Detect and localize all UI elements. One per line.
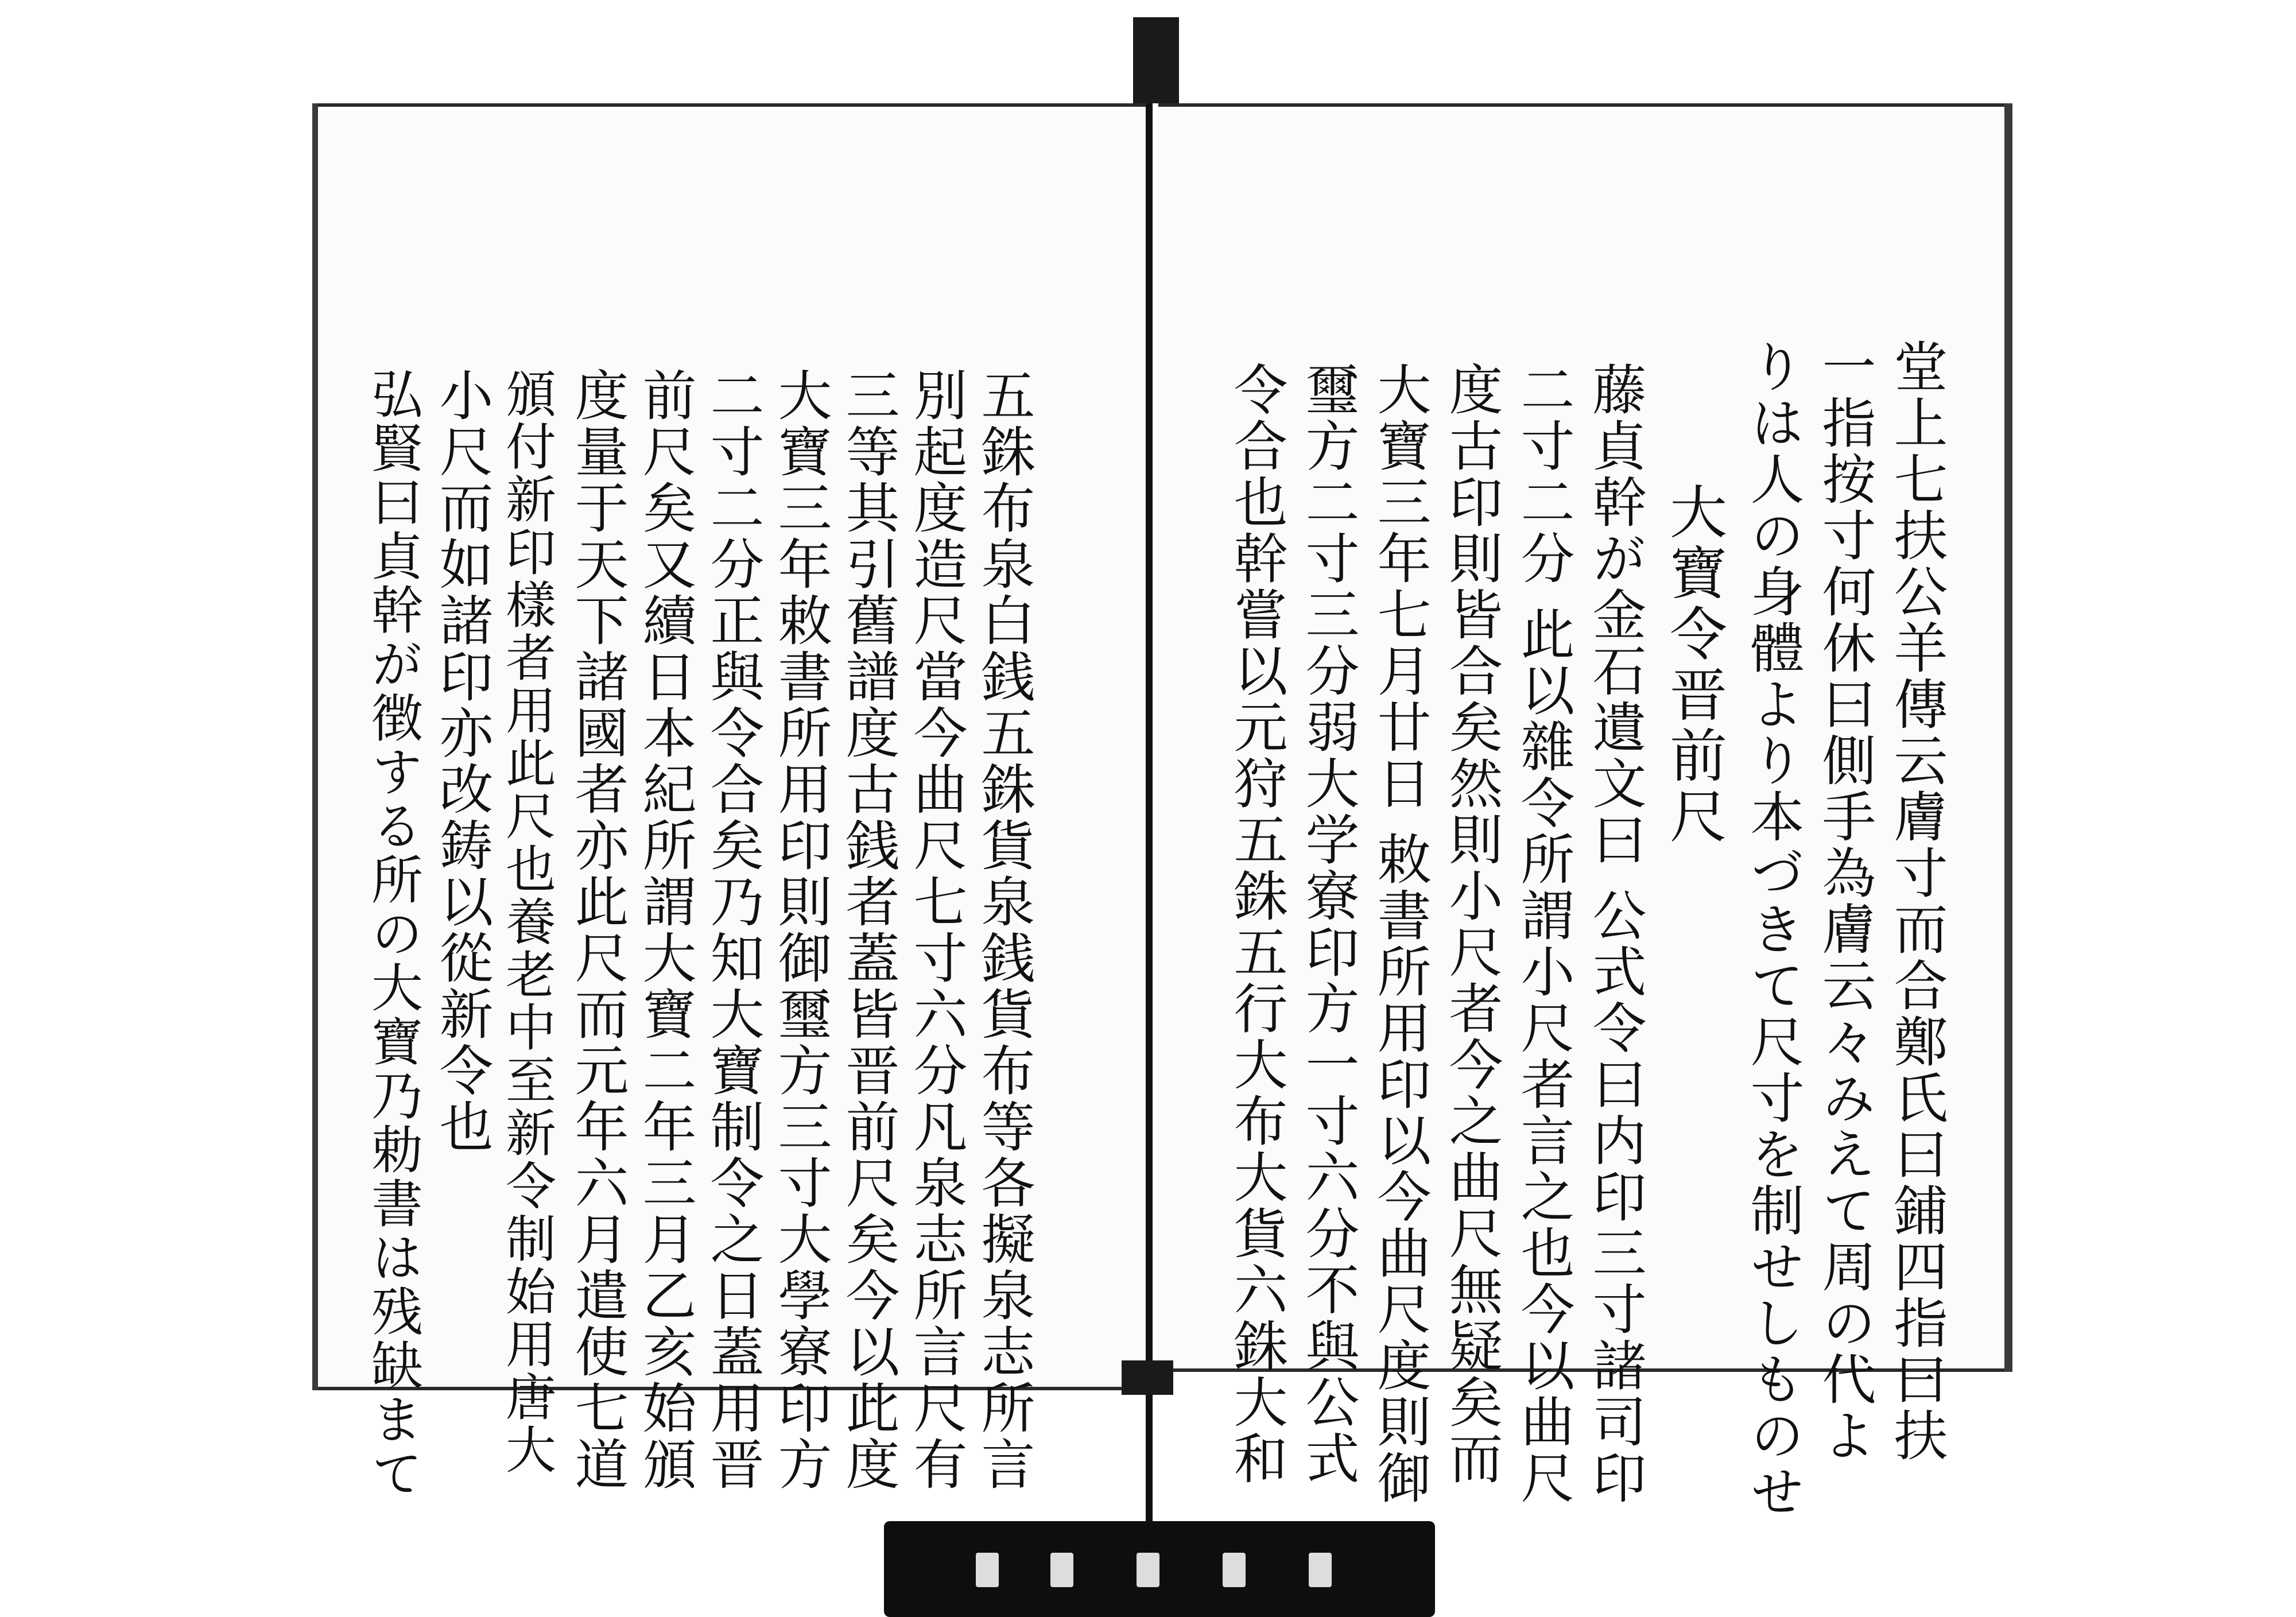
right-page-edge [2004,103,2012,1372]
right-page-body-line-1: 藤貞幹が金石遺文曰 公式令曰内印三寸諸司印 [1583,362,1646,1506]
stand-hole [1137,1553,1159,1587]
right-page-body-line-2: 二寸二分 此以雜令所謂小尺者言之也今以曲尺 [1511,362,1574,1506]
left-page-line-7: 度量于天下諸國者亦此尺而元年六月遣使七道 [565,367,628,1492]
book-stand [884,1521,1435,1617]
left-page-line-9: 小尺而如諸印亦改鋳以從新令也 [430,367,492,1155]
book-spine [1146,69,1153,1538]
left-page-line-2: 別起度造尺當今曲尺七寸六分凡泉志所言尺有 [904,367,967,1492]
left-page-line-1: 五銖布泉白銭五銖貨泉銭貨布等各擬泉志所言 [972,367,1034,1492]
binding-clip-top [1133,17,1179,103]
right-page-body-line-6: 令合也幹嘗以元狩五銖五行大布大貨六銖大和 [1224,362,1287,1487]
left-page-line-4: 大寶三年敕書所用印則御璽方三寸大學寮印方 [769,367,831,1492]
right-page-line-3: りは人の身體より本づきて尺寸を制せしものせ [1741,339,1804,1520]
left-page-line-6: 前尺矣又續日本紀所謂大寶二年三月乙亥始頒 [633,367,696,1492]
left-page-line-8: 頒付新印樣者用此尺也養老中至新令制始用唐大 [498,367,557,1476]
left-page-edge [312,103,318,1390]
right-page-line-1: 堂上七扶公羊傳云膚寸而合鄭氏曰鋪四指曰扶 [1884,339,1947,1464]
binding-clip-bottom [1122,1360,1173,1395]
stand-hole [1050,1553,1073,1587]
left-page-line-5: 二寸二分正與令合矣乃知大寶制令之日蓋用晋 [701,367,763,1492]
right-page-line-2: 一指按寸何休曰側手為膚云々みえて周の代よ [1813,339,1875,1464]
left-page-line-10: 弘賢曰貞幹が徴する所の大寶乃勅書は残缺まて [362,367,422,1500]
stand-hole [976,1553,999,1587]
right-page-body-line-5: 璽方二寸三分弱大学寮印方一寸六分不與公式 [1296,362,1359,1487]
stand-hole [1309,1553,1332,1587]
section-heading: 大寶令晋前尺 [1660,482,1727,847]
stand-hole [1223,1553,1246,1587]
left-page-line-3: 三等其引舊譜度古銭者蓋皆晋前尺矣今以此度 [836,367,899,1492]
right-page-body-line-4: 大寶三年七月廿日 敕書所用印以今曲尺度則御 [1368,362,1430,1506]
right-page-body-line-3: 度古印則皆合矣然則小尺者今之曲尺無疑矣而 [1440,362,1502,1487]
